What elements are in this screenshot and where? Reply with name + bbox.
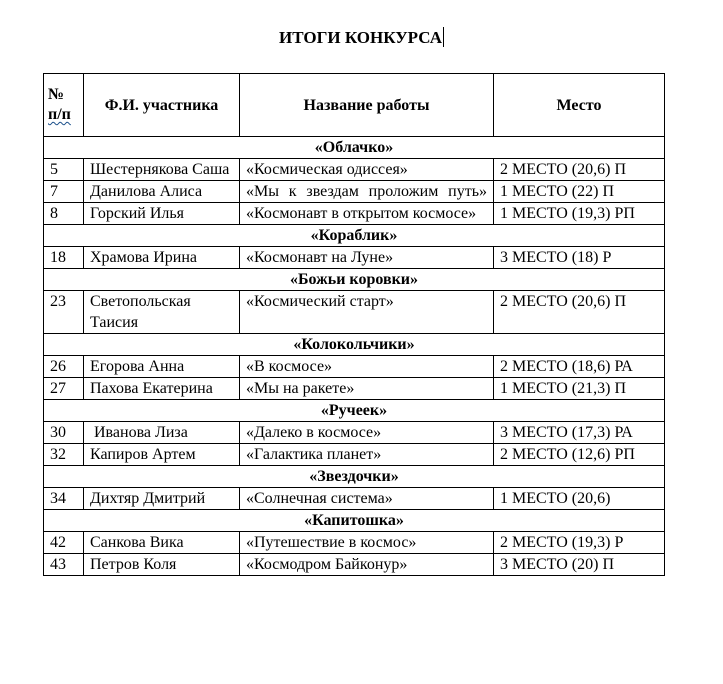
cell-num: 27	[44, 378, 84, 400]
cell-participant: Светопольская Таисия	[84, 291, 240, 334]
cell-place: 3 МЕСТО (20) П	[494, 554, 665, 576]
cell-num: 42	[44, 532, 84, 554]
cell-place: 3 МЕСТО (18) Р	[494, 247, 665, 269]
header-num-symbol: №	[48, 86, 65, 103]
group-name: «Капитошка»	[44, 510, 665, 532]
group-name: «Звездочки»	[44, 466, 665, 488]
cell-num: 34	[44, 488, 84, 510]
cell-work: «Мы к звездам проложим путь»	[240, 181, 494, 203]
table-row	[44, 247, 665, 269]
table-row	[44, 488, 665, 510]
cell-work: «Космонавт в открытом космосе»	[240, 203, 494, 225]
group-row	[44, 225, 665, 247]
cell-work: «Космическая одиссея»	[240, 159, 494, 181]
cell-place: 1 МЕСТО (22) П	[494, 181, 665, 203]
group-row	[44, 510, 665, 532]
cell-work: «Путешествие в космос»	[240, 532, 494, 554]
table-body	[44, 137, 665, 576]
cell-work: «В космосе»	[240, 356, 494, 378]
cell-participant: Капиров Артем	[84, 444, 240, 466]
cell-participant: Горский Илья	[84, 203, 240, 225]
cell-participant: Петров Коля	[84, 554, 240, 576]
cell-num: 26	[44, 356, 84, 378]
cell-place: 1 МЕСТО (19,3) РП	[494, 203, 665, 225]
table-row	[44, 159, 665, 181]
group-name: «Кораблик»	[44, 225, 665, 247]
cell-work: «Космический старт»	[240, 291, 494, 334]
cell-participant: Шестернякова Саша	[84, 159, 240, 181]
table-row	[44, 291, 665, 334]
cell-participant: Дихтяр Дмитрий	[84, 488, 240, 510]
document-title-text: ИТОГИ КОНКУРСА	[279, 28, 442, 47]
header-name: Ф.И. участника	[84, 74, 240, 137]
cell-num: 18	[44, 247, 84, 269]
cell-place: 1 МЕСТО (20,6)	[494, 488, 665, 510]
table-header-row	[44, 74, 665, 137]
header-num-abbr: п/п	[48, 106, 71, 123]
cell-num: 7	[44, 181, 84, 203]
cell-participant: Пахова Екатерина	[84, 378, 240, 400]
cell-place: 3 МЕСТО (17,3) РА	[494, 422, 665, 444]
cell-place: 2 МЕСТО (18,6) РА	[494, 356, 665, 378]
group-row	[44, 466, 665, 488]
table-row	[44, 422, 665, 444]
cell-place: 2 МЕСТО (19,3) Р	[494, 532, 665, 554]
header-work: Название работы	[240, 74, 494, 137]
header-place: Место	[494, 74, 665, 137]
group-name: «Ручеек»	[44, 400, 665, 422]
cell-participant: Егорова Анна	[84, 356, 240, 378]
table-row	[44, 181, 665, 203]
document-title	[0, 27, 723, 49]
cell-place: 2 МЕСТО (20,6) П	[494, 291, 665, 334]
cell-num: 5	[44, 159, 84, 181]
group-row	[44, 400, 665, 422]
group-row	[44, 137, 665, 159]
results-table	[43, 73, 665, 576]
cell-participant: Иванова Лиза	[84, 422, 240, 444]
cell-work: «Мы на ракете»	[240, 378, 494, 400]
cell-place: 2 МЕСТО (12,6) РП	[494, 444, 665, 466]
table-row	[44, 378, 665, 400]
cell-participant: Данилова Алиса	[84, 181, 240, 203]
table-row	[44, 203, 665, 225]
cell-work: «Солнечная система»	[240, 488, 494, 510]
cell-place: 2 МЕСТО (20,6) П	[494, 159, 665, 181]
cell-work: «Галактика планет»	[240, 444, 494, 466]
table-row	[44, 532, 665, 554]
group-name: «Облачко»	[44, 137, 665, 159]
cell-num: 32	[44, 444, 84, 466]
group-row	[44, 334, 665, 356]
cell-num: 8	[44, 203, 84, 225]
cell-work: «Космонавт на Луне»	[240, 247, 494, 269]
table-row	[44, 554, 665, 576]
group-name: «Колокольчики»	[44, 334, 665, 356]
text-cursor	[443, 27, 444, 47]
table-row	[44, 356, 665, 378]
cell-participant: Храмова Ирина	[84, 247, 240, 269]
cell-num: 23	[44, 291, 84, 334]
cell-num: 30	[44, 422, 84, 444]
cell-work: «Далеко в космосе»	[240, 422, 494, 444]
cell-place: 1 МЕСТО (21,3) П	[494, 378, 665, 400]
cell-work: «Космодром Байконур»	[240, 554, 494, 576]
group-row	[44, 269, 665, 291]
cell-num: 43	[44, 554, 84, 576]
cell-participant: Санкова Вика	[84, 532, 240, 554]
table-row	[44, 444, 665, 466]
group-name: «Божьи коровки»	[44, 269, 665, 291]
header-num	[44, 74, 84, 137]
